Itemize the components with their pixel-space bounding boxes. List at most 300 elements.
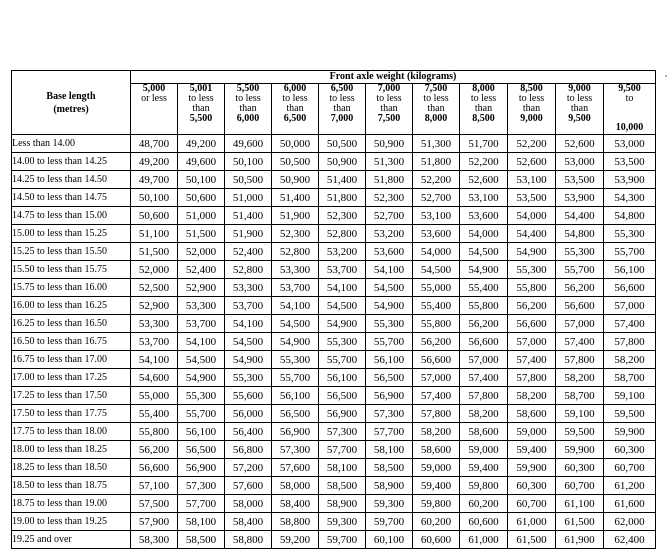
table-row — [12, 405, 656, 423]
table-cell: 57,400 — [556, 333, 604, 351]
table-cell: 51,700 — [460, 135, 508, 153]
table-cell: 53,600 — [366, 243, 413, 261]
column-header-line: 7,000 — [377, 83, 401, 94]
table-cell: 59,700 — [366, 513, 413, 531]
row-label: 14.00 to less than 14.25 — [12, 153, 131, 171]
table-cell: 59,400 — [413, 477, 460, 495]
column-header-line: to less — [470, 93, 497, 104]
table-cell: 59,200 — [272, 531, 319, 549]
column-header-line: to less — [282, 93, 308, 104]
table-cell: 50,500 — [272, 153, 319, 171]
table-cell: 53,100 — [460, 189, 508, 207]
table-cell: 56,400 — [225, 423, 272, 441]
table-cell: 52,900 — [131, 297, 178, 315]
table-cell: 60,700 — [556, 477, 604, 495]
table-cell: 56,200 — [556, 279, 604, 297]
table-cell: 53,300 — [131, 315, 178, 333]
table-cell: 55,700 — [604, 243, 656, 261]
table-cell: 57,200 — [225, 459, 272, 477]
table-row — [12, 495, 656, 513]
column-header — [508, 84, 556, 135]
table-cell: 55,400 — [460, 279, 508, 297]
row-label: 18.00 to less than 18.25 — [12, 441, 131, 459]
table-cell: 54,000 — [413, 243, 460, 261]
table-cell: 58,100 — [319, 459, 366, 477]
table-cell: 52,200 — [460, 153, 508, 171]
table-cell: 53,200 — [319, 243, 366, 261]
table-cell: 57,300 — [366, 405, 413, 423]
table-cell: 54,500 — [460, 243, 508, 261]
column-header-line: 9,500 — [618, 83, 641, 94]
table-cell: 58,500 — [319, 477, 366, 495]
table-cell: 54,800 — [604, 207, 656, 225]
table-row — [12, 261, 656, 279]
row-label: 14.25 to less than 14.50 — [12, 171, 131, 189]
table-body — [12, 135, 656, 549]
table-cell: 58,200 — [460, 405, 508, 423]
table-cell: 51,000 — [225, 189, 272, 207]
table-cell: 52,400 — [225, 243, 272, 261]
column-header-line: 5,500 — [189, 113, 213, 124]
front-axle-header: Front axle weight (kilograms) — [131, 71, 656, 84]
table-cell: 56,600 — [604, 279, 656, 297]
column-header-line: than — [427, 103, 445, 114]
table-cell: 53,000 — [556, 153, 604, 171]
table-cell: 53,700 — [178, 315, 225, 333]
table-cell: 59,800 — [460, 477, 508, 495]
table-row — [12, 315, 656, 333]
table-cell: 55,300 — [319, 333, 366, 351]
table-cell: 59,900 — [556, 441, 604, 459]
table-row — [12, 243, 656, 261]
column-header-line: or less — [141, 93, 167, 104]
base-length-title: Base length — [46, 90, 96, 102]
table-cell: 57,000 — [556, 315, 604, 333]
table-cell: 59,300 — [366, 495, 413, 513]
table-cell: 54,100 — [178, 333, 225, 351]
column-header-line: 6,500 — [330, 83, 354, 94]
column-header-line: 6,000 — [283, 83, 307, 94]
table-cell: 56,200 — [413, 333, 460, 351]
table-cell: 53,700 — [225, 297, 272, 315]
table-cell: 56,600 — [413, 351, 460, 369]
table-row — [12, 153, 656, 171]
table-cell: 57,600 — [225, 477, 272, 495]
table-cell: 49,200 — [131, 153, 178, 171]
column-header-line: to less — [329, 93, 355, 104]
table-cell: 56,600 — [556, 297, 604, 315]
table-cell: 57,000 — [460, 351, 508, 369]
table-cell: 57,700 — [319, 441, 366, 459]
table-cell: 52,600 — [556, 135, 604, 153]
table-cell: 58,200 — [556, 369, 604, 387]
table-cell: 50,100 — [178, 171, 225, 189]
table-cell: 54,100 — [366, 261, 413, 279]
table-cell: 50,500 — [225, 171, 272, 189]
table-cell: 61,500 — [508, 531, 556, 549]
column-header — [366, 84, 413, 135]
table-cell: 61,900 — [556, 531, 604, 549]
table-cell: 62,400 — [604, 531, 656, 549]
column-header-line: than — [239, 103, 257, 114]
column-header-line: 8,000 — [472, 83, 495, 94]
table-cell: 59,000 — [508, 423, 556, 441]
table-cell: 54,100 — [319, 279, 366, 297]
table-cell: 60,300 — [508, 477, 556, 495]
table-cell: 53,900 — [604, 171, 656, 189]
table-cell: 53,700 — [272, 279, 319, 297]
table-cell: 58,000 — [272, 477, 319, 495]
row-label: 17.75 to less than 18.00 — [12, 423, 131, 441]
table-cell: 52,200 — [413, 171, 460, 189]
table-cell: 54,000 — [508, 207, 556, 225]
row-label: 16.50 to less than 16.75 — [12, 333, 131, 351]
column-header-line: 7,500 — [424, 83, 448, 94]
table-cell: 57,800 — [460, 387, 508, 405]
table-cell: 56,100 — [272, 387, 319, 405]
table-cell: 50,500 — [319, 135, 366, 153]
row-label: 15.75 to less than 16.00 — [12, 279, 131, 297]
column-header — [272, 84, 319, 135]
table-cell: 58,200 — [508, 387, 556, 405]
table-cell: 53,200 — [366, 225, 413, 243]
table-cell: 55,000 — [413, 279, 460, 297]
table-cell: 59,400 — [460, 459, 508, 477]
table-cell: 59,400 — [508, 441, 556, 459]
table-row — [12, 423, 656, 441]
table-cell: 54,400 — [508, 225, 556, 243]
table-cell: 56,100 — [366, 351, 413, 369]
table-row — [12, 351, 656, 369]
table-cell: 55,800 — [131, 423, 178, 441]
table-cell: 49,700 — [131, 171, 178, 189]
row-label: 15.25 to less than 15.50 — [12, 243, 131, 261]
table-cell: 60,600 — [460, 513, 508, 531]
table-cell: 58,700 — [604, 369, 656, 387]
table-cell: 57,000 — [604, 297, 656, 315]
table-cell: 55,800 — [413, 315, 460, 333]
table-cell: 55,300 — [604, 225, 656, 243]
table-cell: 56,500 — [178, 441, 225, 459]
table-cell: 55,700 — [556, 261, 604, 279]
table-cell: 57,000 — [413, 369, 460, 387]
table-cell: 54,900 — [178, 369, 225, 387]
table-cell: 54,500 — [225, 333, 272, 351]
row-label: 19.00 to less than 19.25 — [12, 513, 131, 531]
table-cell: 57,800 — [508, 369, 556, 387]
table-cell: 54,500 — [272, 315, 319, 333]
table-cell: 51,800 — [413, 153, 460, 171]
table-cell: 61,500 — [556, 513, 604, 531]
table-cell: 59,000 — [460, 441, 508, 459]
table-cell: 61,000 — [460, 531, 508, 549]
table-cell: 51,800 — [319, 189, 366, 207]
row-label: 16.25 to less than 16.50 — [12, 315, 131, 333]
table-row — [12, 513, 656, 531]
table-cell: 61,000 — [508, 513, 556, 531]
table-cell: 56,200 — [460, 315, 508, 333]
table-cell: 62,000 — [604, 513, 656, 531]
table-cell: 53,300 — [272, 261, 319, 279]
table-cell: 53,100 — [508, 171, 556, 189]
table-cell: 53,700 — [319, 261, 366, 279]
table-cell: 56,200 — [508, 297, 556, 315]
table-cell: 56,500 — [319, 387, 366, 405]
row-label: 16.75 to less than 17.00 — [12, 351, 131, 369]
base-length-header — [12, 71, 131, 135]
table-cell: 57,400 — [460, 369, 508, 387]
table-cell: 56,100 — [319, 369, 366, 387]
table-cell: 56,100 — [178, 423, 225, 441]
column-header-line: 6,500 — [283, 113, 307, 124]
table-cell: 55,300 — [225, 369, 272, 387]
table-cell: 55,000 — [131, 387, 178, 405]
table-cell: 57,800 — [556, 351, 604, 369]
table-cell: 55,400 — [413, 297, 460, 315]
table-cell: 53,700 — [131, 333, 178, 351]
table-cell: 53,500 — [508, 189, 556, 207]
table-cell: 61,100 — [556, 495, 604, 513]
table-cell: 51,400 — [319, 171, 366, 189]
table-cell: 55,300 — [508, 261, 556, 279]
table-row — [12, 279, 656, 297]
table-cell: 52,700 — [413, 189, 460, 207]
row-label: 16.00 to less than 16.25 — [12, 297, 131, 315]
column-header-line: 8,500 — [520, 83, 543, 94]
table-cell: 57,900 — [131, 513, 178, 531]
table-row — [12, 333, 656, 351]
table-cell: 57,000 — [508, 333, 556, 351]
table-cell: 57,300 — [272, 441, 319, 459]
table-cell: 55,300 — [556, 243, 604, 261]
table-cell: 52,800 — [319, 225, 366, 243]
table-cell: 52,200 — [508, 135, 556, 153]
table-cell: 57,600 — [272, 459, 319, 477]
column-header-line: than — [570, 103, 589, 114]
table-cell: 54,500 — [178, 351, 225, 369]
table-cell: 55,700 — [178, 405, 225, 423]
table-cell: 54,300 — [604, 189, 656, 207]
table-cell: 60,700 — [508, 495, 556, 513]
table-cell: 58,900 — [319, 495, 366, 513]
table-cell: 54,600 — [131, 369, 178, 387]
table-cell: 51,900 — [272, 207, 319, 225]
table-cell: 50,100 — [131, 189, 178, 207]
table-cell: 53,500 — [604, 153, 656, 171]
table-cell: 57,500 — [131, 495, 178, 513]
table-cell: 55,600 — [225, 387, 272, 405]
table-cell: 59,500 — [604, 405, 656, 423]
table-cell: 51,900 — [225, 225, 272, 243]
table-cell: 60,700 — [604, 459, 656, 477]
table-cell: 59,300 — [319, 513, 366, 531]
table-cell: 56,500 — [272, 405, 319, 423]
table-cell: 57,300 — [319, 423, 366, 441]
row-label: 17.25 to less than 17.50 — [12, 387, 131, 405]
column-header-line: to less — [376, 93, 402, 104]
table-cell: 54,000 — [460, 225, 508, 243]
table-cell: 56,500 — [366, 369, 413, 387]
table-cell: 56,800 — [225, 441, 272, 459]
table-cell: 56,100 — [604, 261, 656, 279]
table-row — [12, 477, 656, 495]
column-header-line: 8,000 — [424, 113, 448, 124]
table-cell: 58,700 — [556, 387, 604, 405]
table-cell: 57,800 — [413, 405, 460, 423]
column-header — [225, 84, 272, 135]
column-header-line: than — [474, 103, 493, 114]
column-header — [178, 84, 225, 135]
table-cell: 53,600 — [460, 207, 508, 225]
table-cell: 51,400 — [225, 207, 272, 225]
table-cell: 54,900 — [272, 333, 319, 351]
column-header-line: 7,000 — [330, 113, 354, 124]
table-cell: 60,200 — [460, 495, 508, 513]
table-cell: 58,200 — [413, 423, 460, 441]
table-cell: 52,700 — [366, 207, 413, 225]
column-header-line: than — [333, 103, 351, 114]
table-cell: 59,500 — [556, 423, 604, 441]
table-cell: 55,800 — [460, 297, 508, 315]
column-header — [319, 84, 366, 135]
column-header — [556, 84, 604, 135]
table-cell: 50,100 — [225, 153, 272, 171]
row-label: 14.50 to less than 14.75 — [12, 189, 131, 207]
table-cell: 52,000 — [178, 243, 225, 261]
table-cell: 52,800 — [225, 261, 272, 279]
table-cell: 52,600 — [508, 153, 556, 171]
table-cell: 51,800 — [366, 171, 413, 189]
column-header-line: 5,000 — [142, 83, 166, 94]
table-cell: 58,300 — [131, 531, 178, 549]
table-cell: 59,100 — [556, 405, 604, 423]
table-cell: 53,300 — [178, 297, 225, 315]
column-header — [604, 84, 656, 135]
table-cell: 53,900 — [556, 189, 604, 207]
table-cell: 55,300 — [272, 351, 319, 369]
table-row — [12, 531, 656, 549]
table-cell: 56,600 — [460, 333, 508, 351]
row-label: 18.50 to less than 18.75 — [12, 477, 131, 495]
table-cell: 50,900 — [366, 135, 413, 153]
column-header-line: 8,500 — [472, 113, 495, 124]
table-cell: 57,400 — [413, 387, 460, 405]
table-cell: 52,300 — [319, 207, 366, 225]
column-header-line: 6,000 — [236, 113, 260, 124]
table-cell: 57,400 — [604, 315, 656, 333]
table-cell: 54,800 — [556, 225, 604, 243]
table-cell: 59,700 — [319, 531, 366, 549]
table-cell: 52,300 — [366, 189, 413, 207]
table-cell: 52,800 — [272, 243, 319, 261]
table-cell: 58,400 — [225, 513, 272, 531]
table-cell: 59,900 — [604, 423, 656, 441]
table-cell: 57,800 — [604, 333, 656, 351]
table-cell: 53,600 — [413, 225, 460, 243]
table-cell: 52,500 — [131, 279, 178, 297]
table-cell: 60,100 — [366, 531, 413, 549]
table-cell: 48,700 — [131, 135, 178, 153]
row-label: 15.00 to less than 15.25 — [12, 225, 131, 243]
table-cell: 60,300 — [604, 441, 656, 459]
table-cell: 52,600 — [460, 171, 508, 189]
column-header-line: to less — [235, 93, 261, 104]
table-row — [12, 297, 656, 315]
table-cell: 49,600 — [178, 153, 225, 171]
column-header-line: 5,001 — [189, 83, 213, 94]
table-cell: 59,000 — [413, 459, 460, 477]
table-cell: 56,000 — [225, 405, 272, 423]
column-header-line: 9,000 — [568, 83, 591, 94]
row-label: 18.75 to less than 19.00 — [12, 495, 131, 513]
table-cell: 54,900 — [460, 261, 508, 279]
table-cell: 58,800 — [272, 513, 319, 531]
table-cell: 57,400 — [508, 351, 556, 369]
table-cell: 50,900 — [319, 153, 366, 171]
table-row — [12, 189, 656, 207]
table-row — [12, 225, 656, 243]
table-cell: 58,800 — [225, 531, 272, 549]
column-header-line: to less — [566, 93, 593, 104]
column-header-line: than — [522, 103, 541, 114]
table-cell: 53,100 — [413, 207, 460, 225]
table-cell: 51,000 — [178, 207, 225, 225]
table-cell: 58,200 — [604, 351, 656, 369]
table-row — [12, 459, 656, 477]
table-cell: 51,400 — [272, 189, 319, 207]
table-cell: 58,600 — [508, 405, 556, 423]
table-cell: 55,300 — [178, 387, 225, 405]
table-cell: 60,200 — [413, 513, 460, 531]
table-cell: 58,000 — [225, 495, 272, 513]
table-cell: 53,500 — [556, 171, 604, 189]
table-cell: 51,500 — [131, 243, 178, 261]
table-cell: 57,700 — [178, 495, 225, 513]
table-row — [12, 387, 656, 405]
table-cell: 50,600 — [131, 207, 178, 225]
table-cell: 57,300 — [178, 477, 225, 495]
table-cell: 58,400 — [272, 495, 319, 513]
table-cell: 55,400 — [131, 405, 178, 423]
row-label: 14.75 to less than 15.00 — [12, 207, 131, 225]
column-header-line: 9,500 — [568, 113, 591, 124]
table-cell: 56,900 — [319, 405, 366, 423]
table-cell: 57,100 — [131, 477, 178, 495]
table-cell: 51,300 — [413, 135, 460, 153]
table-cell: 51,300 — [366, 153, 413, 171]
table-cell: 54,100 — [131, 351, 178, 369]
table-cell: 51,100 — [131, 225, 178, 243]
table-cell: 59,100 — [604, 387, 656, 405]
table-cell: 55,800 — [508, 279, 556, 297]
row-label: 18.25 to less than 18.50 — [12, 459, 131, 477]
table-cell: 54,900 — [225, 351, 272, 369]
table-cell: 56,900 — [178, 459, 225, 477]
table-cell: 60,600 — [413, 531, 460, 549]
column-header-line: to less — [518, 93, 545, 104]
table-cell: 55,700 — [366, 333, 413, 351]
table-cell: 50,900 — [272, 171, 319, 189]
table-cell: 53,000 — [604, 135, 656, 153]
table-cell: 58,100 — [178, 513, 225, 531]
table-cell: 58,600 — [413, 441, 460, 459]
table-cell: 56,200 — [131, 441, 178, 459]
column-header — [460, 84, 508, 135]
row-label: 19.25 and over — [12, 531, 131, 549]
row-label: Less than 14.00 — [12, 135, 131, 153]
column-header-line: than — [380, 103, 398, 114]
table-cell: 58,500 — [178, 531, 225, 549]
